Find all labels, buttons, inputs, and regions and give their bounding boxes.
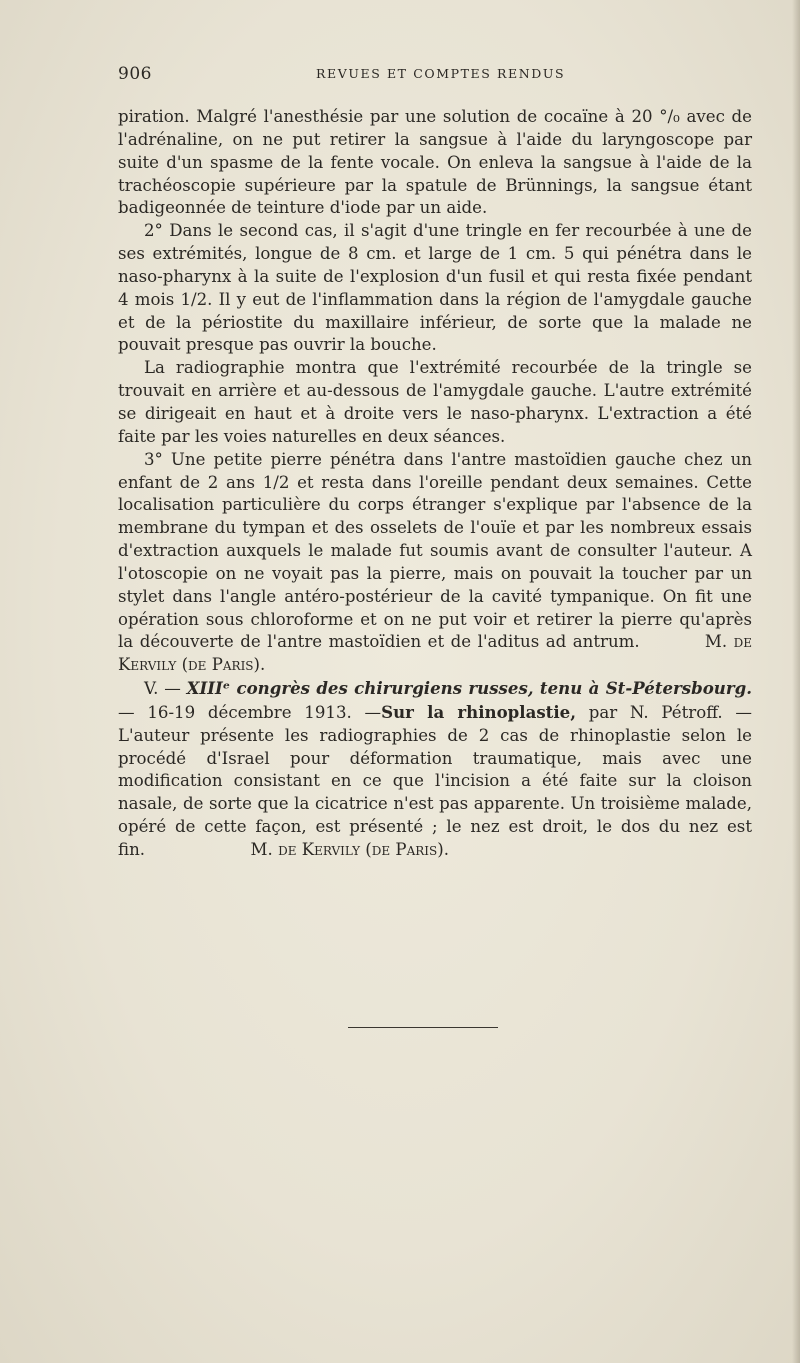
section-divider [348,1027,498,1028]
article-author: par N. Pétroff. [588,702,723,722]
congress-dates: — 16-19 décembre 1913. — [118,702,382,722]
body-text [118,106,752,862]
paragraph-5-text: — L'auteur présente les radiographies de 2 cas de rhinoplastie selon le procédé d'Israel pour déformation traumatique, mais avec une modification consistant en ce que l'incision a été faite sur la cloison nasale, de sorte que la cicatrice n'est pas apparente. Un troisième malade, opéré de cette façon, est présenté ; le nez est droit, le dos du nez est fin. [118,702,752,859]
paragraph-2: 2° Dans le second cas, il s'agit d'une tringle en fer recourbée à une de ses extrémités, longue de 8 cm. et large de 1 cm. 5 qui pénétra dans le naso-pharynx à la suite de l'explosion d'un fusil et qui resta fixée pendant 4 mois 1/2. Il y eut de l'inflammation dans la région de l'amygdale gauche et de la périostite du maxillaire inférieur, de sorte que la malade ne pouvait presque pas ouvrir la bouche. [118,221,752,355]
paragraph-5 [118,677,752,862]
article-title: Sur la rhinoplastie, [381,701,576,722]
signature-2: M. de Kervily (de Paris). [250,840,449,859]
paragraph-3: La radiographie montra que l'extrémité recourbée de la tringle se trouvait en arrière et au-dessous de l'amygdale gauche. L'autre extrémité se dirigeait en haut et à droite vers le naso-pharynx. L'extraction a été faite par les voies naturelles en deux séances. [118,358,752,446]
signature-1: M. de Kervily (de Paris). [118,632,752,675]
paragraph-4 [118,449,752,677]
paragraph-4-text: 3° Une petite pierre pénétra dans l'antre mastoïdien gauche chez un enfant de 2 ans 1/2 et resta dans l'oreille pendant deux semaines. Cette localisation particulière du corps étranger s'explique par l'absence de la membrane du tympan et des osselets de l'ouïe et par les nombreux essais d'extraction auxquels le malade fut soumis avant de consulter l'auteur. A l'otoscopie on ne voyait pas la pierre, mais on pouvait la toucher par un stylet dans l'angle antéro-postérieur de la cavité tympanique. On fit une opération sous chloroforme et on ne put voir et retirer la pierre qu'après la découverte de l'antre mastoïdien et de l'aditus ad antrum. [118,449,752,652]
paragraph-1: piration. Malgré l'anesthésie par une solution de cocaïne à 20 °/₀ avec de l'adrénaline, on ne put retirer la sangsue à l'aide du laryngoscope par suite d'un spasme de la fente vocale. On enleva la sangsue à l'aide de la trachéoscopie supérieure par la spatule de Brünnings, la sangsue étant badigeonnée de teinture d'iode par un aide. [118,107,752,218]
page-header [0,58,800,88]
congress-title: XIIIᵉ congrès des chirurgiens russes, tenu à St-Pétersbourg. [186,678,752,699]
page-edge-shadow [792,0,800,1363]
page-number: 906 [118,64,152,84]
section-numeral: V. — [144,679,181,699]
running-title: REVUES ET COMPTES RENDUS [316,66,566,81]
